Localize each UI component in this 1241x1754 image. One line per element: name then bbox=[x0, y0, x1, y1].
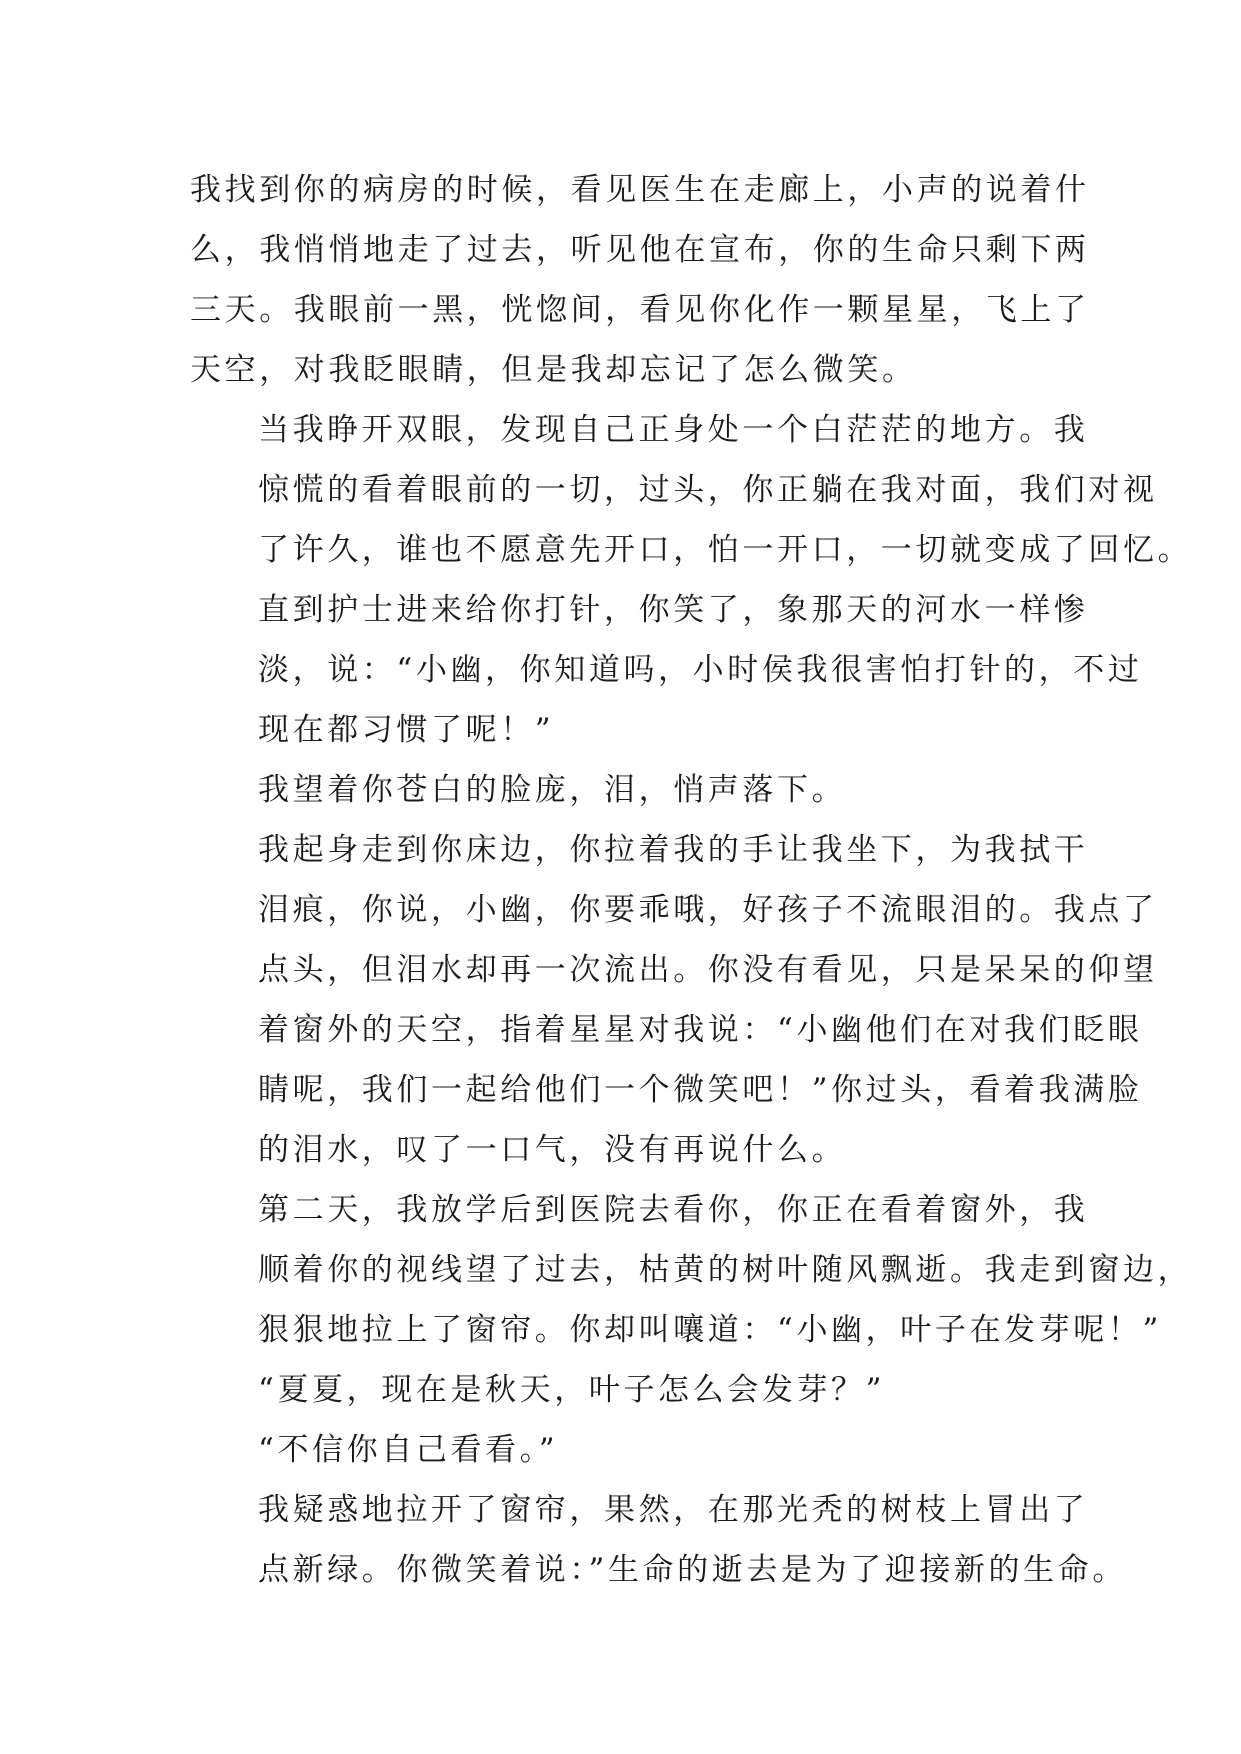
text-line: 三天。我眼前一黑，恍惚间，看见你化作一颗星星，飞上了 bbox=[190, 292, 1090, 328]
text-line: 着窗外的天空，指着星星对我说：“小幽他们在对我们眨眼 bbox=[258, 1012, 1143, 1048]
text-line: 淡，说：“小幽，你知道吗，小时侯我很害怕打针的，不过 bbox=[258, 652, 1143, 688]
paragraph bbox=[190, 1180, 1193, 1360]
text-line: 点头，但泪水却再一次流出。你没有看见，只是呆呆的仰望 bbox=[258, 952, 1158, 988]
text-line: 当我睁开双眼，发现自己正身处一个白茫茫的地方。我 bbox=[258, 412, 1089, 448]
text-line: 天空，对我眨眼睛，但是我却忘记了怎么微笑。 bbox=[190, 352, 917, 388]
text-line: 狠狠地拉上了窗帘。你却叫嚷道：“小幽，叶子在发芽呢！” bbox=[258, 1312, 1162, 1348]
document-body bbox=[190, 160, 1193, 1600]
text-line: “不信你自己看看。” bbox=[258, 1432, 559, 1468]
paragraph bbox=[190, 1420, 1070, 1480]
text-line: 点新绿。你微笑着说：”生命的逝去是为了迎接新的生命。 bbox=[258, 1552, 1127, 1588]
text-line: 顺着你的视线望了过去，枯黄的树叶随风飘逝。我走到窗边， bbox=[258, 1252, 1193, 1288]
text-line: 直到护士进来给你打针，你笑了，象那天的河水一样惨 bbox=[258, 592, 1089, 628]
text-line: 我疑惑地拉开了窗帘，果然，在那光秃的树枝上冒出了 bbox=[258, 1492, 1089, 1528]
paragraph bbox=[190, 760, 1070, 820]
paragraph bbox=[190, 580, 1143, 760]
text-line: 我望着你苍白的脸庞，泪，悄声落下。 bbox=[258, 772, 847, 808]
paragraph bbox=[190, 1480, 1127, 1600]
text-line: 了许久，谁也不愿意先开口，怕一开口，一切就变成了回忆。 bbox=[258, 532, 1193, 568]
text-line: 我找到你的病房的时候，看见医生在走廊上，小声的说着什 bbox=[190, 172, 1090, 208]
text-line: 我起身走到你床边，你拉着我的手让我坐下，为我拭干 bbox=[258, 832, 1089, 868]
paragraph bbox=[190, 1360, 1070, 1420]
paragraph bbox=[190, 160, 1090, 400]
paragraph bbox=[190, 820, 1158, 1180]
text-line: “夏夏，现在是秋天，叶子怎么会发芽？” bbox=[258, 1372, 886, 1408]
text-line: 泪痕，你说，小幽，你要乖哦，好孩子不流眼泪的。我点了 bbox=[258, 892, 1158, 928]
text-line: 第二天，我放学后到医院去看你，你正在看着窗外，我 bbox=[258, 1192, 1089, 1228]
paragraph bbox=[190, 400, 1193, 580]
text-line: 惊慌的看着眼前的一切，过头，你正躺在我对面，我们对视 bbox=[258, 472, 1158, 508]
text-line: 睛呢，我们一起给他们一个微笑吧！”你过头，看着我满脸 bbox=[258, 1072, 1143, 1108]
text-line: 么，我悄悄地走了过去，听见他在宣布，你的生命只剩下两 bbox=[190, 232, 1090, 268]
text-line: 现在都习惯了呢！” bbox=[258, 712, 555, 748]
text-line: 的泪水，叹了一口气，没有再说什么。 bbox=[258, 1132, 847, 1168]
